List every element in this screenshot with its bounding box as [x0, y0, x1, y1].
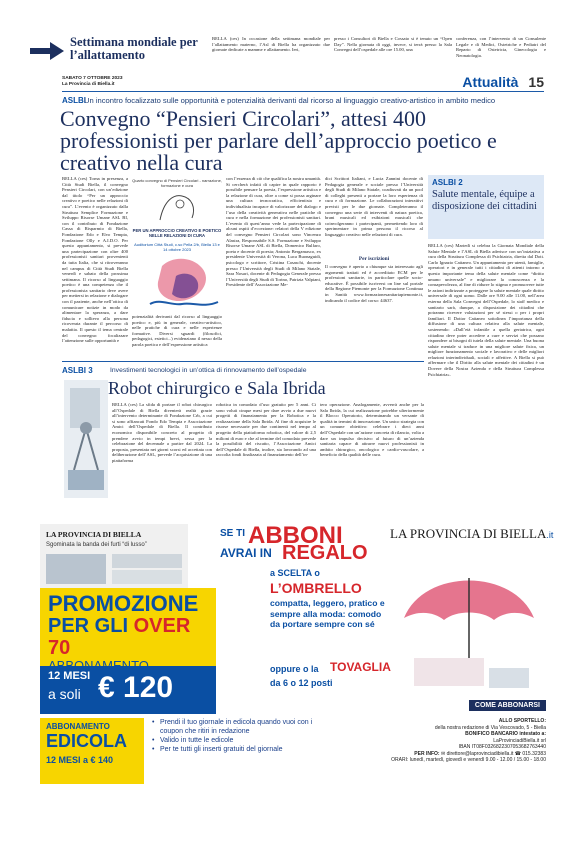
- sportello-title: ALLO SPORTELLO:: [498, 718, 546, 724]
- promo-title: PROMOZIONE: [48, 591, 199, 616]
- mini-masthead: LA PROVINCIA DI BIELLA: [46, 530, 142, 539]
- masthead-suffix: .it: [546, 530, 554, 540]
- info-phone[interactable]: 015.32383: [522, 750, 546, 757]
- subscription-promo: [40, 522, 554, 788]
- bonifico-beneficiary: LaProvinciadiBiella.it srl: [493, 737, 546, 744]
- over70-text: OVER 70: [48, 615, 191, 659]
- paper-name: La Provincia di Biella.it: [62, 81, 115, 87]
- benefit-item: • Per te tutti gli inserti gratuiti del giornale: [152, 745, 316, 754]
- article2-headline: Robot chirurgico e Sala Ibrida: [108, 378, 326, 398]
- article2-column-1: BELLA (ces) La sfida di portare il robot chirurgico all’Ospedale di Biella diventerà realtà grazie all’intervento determinante di Fondazione Crb, a cui si sono affiancati Fondo Edo Tempia e Associazione Amici dell’Ospedale di Biella. Il contributo economico disponibile concreto al progetto di prendere avvio in tempi brevi, sessa per la celebrazione del decennale a partire dal 2024. La proposta, presentata nei giorni scorsi ed accettata con deliberazione dell’ASL, prevede l’acquisizione di una piattaforma: [112, 402, 212, 463]
- oppure-text: oppure o la: [270, 664, 319, 674]
- info-label: PER INFO:: [414, 750, 440, 757]
- gift-offer: [190, 524, 390, 714]
- poster-title: PER UN APPROCCIO CREATIVO E POETICO NELLE RELAZIONI DI CURA: [132, 228, 222, 239]
- umbrella-illustration: [394, 548, 544, 698]
- article-column-4: dici Scrittori Italiani, e Lucia Zannini docente di Pedagogia generale e sociale presso l’Università degli Studi di Milano Statale, coadiuvati da un pool di colleghi presenti a portare la loro esperienza di cura e di formazione. Le collaborazioni interattivi previsti per le due giornate. Completeranno il convegno una serie di interventi di natura poetica, brani musicali ed esibizioni musicali che coinvolgeranno i partecipanti, permettendo loro di sperimentare in prima persona il ricorso al linguaggio creativo nelle relazioni di cura.: [325, 176, 423, 237]
- promo-target: [48, 615, 208, 659]
- article-headline: Convegno “Pensieri Circolari”, attesi 400 professionisti per parlare dell’approccio poetico e creativo nella cura: [60, 106, 497, 175]
- a-scelta-text: a SCELTA o: [270, 568, 320, 578]
- divider: [62, 91, 544, 92]
- promo-a-soli: a soli: [48, 686, 81, 702]
- poster-info: Auditorium Città Studi, c.so Pella 2/b, Biella 13 e 14 ottobre 2023: [134, 242, 220, 252]
- masthead-name: LA PROVINCIA DI BIELLA: [390, 526, 547, 541]
- promo-price: € 120: [98, 671, 174, 704]
- date-text: SABATO 7 OTTOBRE 2023: [62, 76, 123, 81]
- article-kicker: Un incontro focalizzato sulle opportunità e potenzialità derivanti dal ricorso al linguaggio creativo-artistico in ambito medico: [84, 96, 496, 105]
- se-ti-text: SE TI: [220, 528, 246, 539]
- robot-photo: [64, 380, 108, 498]
- benefit-item: • Prendi il tuo giornale in edicola quando vuoi con i coupon che ritiri in redazione: [152, 718, 316, 736]
- promo-duration: 12 MESI: [48, 670, 91, 682]
- bonifico-title: BONIFICO BANCARIO intestato a:: [465, 731, 546, 737]
- article2-kicker: Investimenti tecnologici in un’ottica di rinnovamento dell’ospedale: [110, 367, 307, 374]
- ombrello-text: L’OMBRELLO: [270, 580, 362, 596]
- page-number: 15: [528, 74, 544, 90]
- top-title: Settimana mondiale per l’allattamento: [70, 35, 198, 62]
- article2-column-2: robotica in comodato d’uso gratuito per 5 anni. Ci sono voluti cinque mesi per dare avvio a due nuovi progetti di finanziamento per la Robotica e la realizzazione della Sala Ibrida. Al fine di acquisire le risorse necessarie per due continenti nel tempo al progetto della piattaforma robotica, del valore di 2,5 milioni di euro e che al termine del comodato prevede la possibilità del riscatto, l’Associazione Amici dell’Ospedale di Biella, inoltre, sta lavorando ad una raccolta fondi finalizzata al finanziamento dell’in-: [216, 402, 316, 458]
- divider: [62, 361, 424, 362]
- dateline: [62, 76, 123, 87]
- edicola-price: 12 MESI a € 140: [46, 755, 114, 765]
- contact-info: [322, 718, 546, 764]
- article-column-2: potenzialità derivanti dal ricorso al linguaggio poetico e, più in generale, creativo-artistico, nelle pratiche di cura e nelle esperienze formative. Diversi sguardi (filosofici, pedagogici, estetici...) evidenziano il nesso della parola poetica e dell’espressione artistica: [132, 314, 222, 347]
- article2-badge: ASLBI 3: [62, 366, 93, 375]
- masthead: [390, 526, 553, 542]
- edicola-benefits: [152, 718, 316, 754]
- convegno-poster: [132, 176, 222, 312]
- tovaglia-text: TOVAGLIA: [330, 660, 391, 674]
- avrai-in-text: AVRAI IN: [220, 546, 272, 560]
- subscription-info: [40, 718, 546, 788]
- phone-icon: ☎: [514, 750, 521, 757]
- section-header: [462, 74, 544, 90]
- article-column-1: BELLA (ces) Torna in presenza, a Città Studi Biella, il convegno Pensieri Circolari, con un’edizione dal titolo “Per un approccio creativo e poetico nelle relazioni di cura”. L’evento è organizzato dalla Struttura Semplice Formazione e Sviluppo Risorse Umane ASL BI, con il contributo di Fondazione Cassa di Risparmio di Biella, Fondazione Edo e Elvo Tempia, Fondazione Olly e A.I.D.O. Per questo appuntamento, si prevede una partecipazione con oltre 400 professionisti sanitari provenienti da tutta Italia, che si ritroveranno nel campus di Città Studi Biella venerdì e sabato della prossima settimana. Il ricorso al linguaggio poetico è una competenza che il professionista sanitario deve avere per mettersi in relazione e dialogare con il paziente, anche nell’ottica di comunicare notizie in modo da alimentare la speranza, a dare fiducia e sollievo alla persona ricoverata durante il percorso di malattia. Il questo il tema centrale del convegno: focalizzare l’attenzione sulle opportunità e: [62, 176, 128, 344]
- per-gli-text: PER GLI: [48, 615, 129, 637]
- article-badge: ASLBI: [62, 96, 86, 105]
- section-name: Attualità: [462, 74, 519, 90]
- edicola-label: ABBONAMENTO: [46, 722, 110, 731]
- subhead-iscrizioni: Per iscrizioni: [358, 256, 390, 262]
- benefit-item: • Valido in tutte le edicole: [152, 736, 316, 745]
- info-email[interactable]: direttore@laprovinciadibiella.it: [446, 750, 514, 757]
- abstract-figure-icon: [152, 190, 202, 226]
- poster-illustration: [142, 256, 222, 310]
- article-column-4b: Il convegno è aperto a chiunque sia interessato agli argomenti trattati ed è accreditato ECM per le professioni sanitarie, in particolare quelle socio-educative. È possibile iscriversi on line sul portale della Regione Piemonte per la Formazione Continua in Sanità www.formazionesanitariapiemonte.it, indicando il codice del corso: 44637.: [325, 264, 423, 303]
- abboni-text: ABBONI: [248, 522, 343, 549]
- sidebar-header-box: [428, 175, 544, 239]
- mini-newspaper-photos: [46, 554, 182, 584]
- come-abbonarsi-label: COME ABBONARSI: [469, 700, 546, 711]
- opening-hours: ORARI: lunedì, martedì, giovedì e venerdì 9.00 - 12.00 / 15.00 - 18.00: [391, 757, 546, 763]
- article-column-3: con l’essenza di ciò che qualifica la nostra umanità. Si cercherà infatti di capire in quale rapporto è possibile pensare la poesia, l’espressione artistica e la relazione di cura, oltre a come si possa arginare una cultura tecnocratica, efficientista e individualista incapace di valorizzare del dialogo e l’uso della creatività generativa nelle pratiche di cura e nella formazione dei professionisti sanitari. L’evento di quest’anno vede la partecipazione di alcuni ospiti d’eccezione: relatori della V edizione del convegno Pensieri Circolari sono Vincenzo Alastra, Responsabile S.S. Formazione e Sviluppo Risorse Umane ASL di Biella, Domenico Bulfaro, poeta e docente di poesia; Antonio Bergamasco, ex presidente Università di Verona, Luca Buonaguidi, psicologo e scrittore, Cristina Casaschi, docente presso l’Università degli Studi di Milano Statale, Sara Nosari, docente di Pedagogia Generale presso l’Università degli Studi di Torino, Patrizia Valpiani, Presidente dell’Associazione Me-: [226, 176, 321, 288]
- umbrella-panel: [390, 524, 554, 714]
- article2-column-3: tero operazione. Analogamente, avverrà anche per la Sala Ibrida, la cui realizzazione potrebbe ulteriormente il Blocco Operatorio, determinando un versante di qualità in termini di innovazione. Un unico strategia con un comune obiettivo: celebrare i dieci anni dell’Ospedale con un’azione concreta di rilancio, volta a dare un impulso decisivo al futuro di un’azienda sanitaria capace di attrarre nuovi professionisti in ambito chirurgico, oncologico e cardio-vascolare, a beneficio della qualità delle cura.: [320, 402, 424, 458]
- mini-headline: Sgominata la banda dei furti “di lusso”: [46, 542, 147, 548]
- regalo-text: REGALO: [282, 542, 368, 564]
- sidebar-body: BELLA (ces) Martedì si celebra la Giornata Mondiale della Salute Mentale e l’ASL di Biella aderisce con un’iniziativa a cura della Struttura Complessa di Psichiatria, diretta dal Dott. Carlo Ignazio Cattaneo. Un appuntamento per utenti, famiglie, operatori e in generale tutti i cittadini di attenti intorno a questo importante tema della salute mentale come “diritto umano universale” e migliorare la conoscenza e la consapevolezza, al fine di ridurre lo stigma e promuovere tutte le azioni indirizzate a proteggere la salute mentale quale diritto universale di ogni uomo. Dalle ore 9.00 alle 11.00, nell’area esterna della Sala Convegni dell’Ospedale, lo staff medico e sanitario sarà, dunque, a disposizione dei cittadini che potranno ricevere valutazioni per sé stessi o per i propri familiari. Il Dottor Cattaneo sottolinea l’importanza della diffusione di una cultura relativa alla salute mentale, sostenendo: «Dall’età infantile a quella geriatrica, ogni cittadino deve poter accedere a cure e servizi che possano rispondere ai bisogni di tutela della salute mentale. Una buona salute mentale si traduce in una migliore salute fisica, un migliore funzionamento sociale e lavorativo e delle migliori relazioni interindividuali, sociali e affettive. A Biella si può affermare che il Diritto alla salute mentale dei cittadini è un Dovere della Nostra Azienda e della Struttura Complessa Psichiatria».: [428, 243, 544, 377]
- arrow-icon: [30, 40, 64, 62]
- tovaglia-size: da 6 o 12 posti: [270, 678, 333, 688]
- sidebar-badge: ASLBI 2: [432, 178, 463, 187]
- top-column-2: presso i Consultori di Biella e Cossato si è tenuto un “Open Day”. Nella giornata di oggi, invece, si terrà presso la Sala Convegni dell’ospedale alle ore 15.00, una: [334, 36, 452, 53]
- sportello-address: della nostra redazione di Via Vescovado, 5 - Biella: [434, 724, 546, 731]
- edicola-box: [40, 718, 144, 784]
- email-icon: ✉: [440, 750, 446, 757]
- top-column-3: conferenza, con l’intervento di un Consulente Legale e di Medici, Ostetriche e Pediatri del Reparto di Ostetricia, Ginecologia e Neonatologia.: [456, 36, 546, 58]
- umbrella-features: compatta, leggero, pratico e sempre alla moda: comodo da portare sempre con sé: [270, 598, 385, 629]
- poster-top-text: Quarto convegno di Pensieri Circolari - narrazione, formazione e cura: [132, 178, 222, 188]
- top-column-1: BELLA (ces) In occasione della settimana mondiale per l’allattamento materno, l’Asl di Biella ha organizzato due giornate dedicate a mamme e allattamento. Ieri,: [212, 36, 330, 53]
- edicola-title: EDICOLA: [46, 731, 127, 751]
- bonifico-iban: IBAN IT08F0326822307053682763440: [458, 744, 546, 750]
- sidebar-headline: Salute mentale, équipe a disposizione dei cittadini: [432, 189, 537, 212]
